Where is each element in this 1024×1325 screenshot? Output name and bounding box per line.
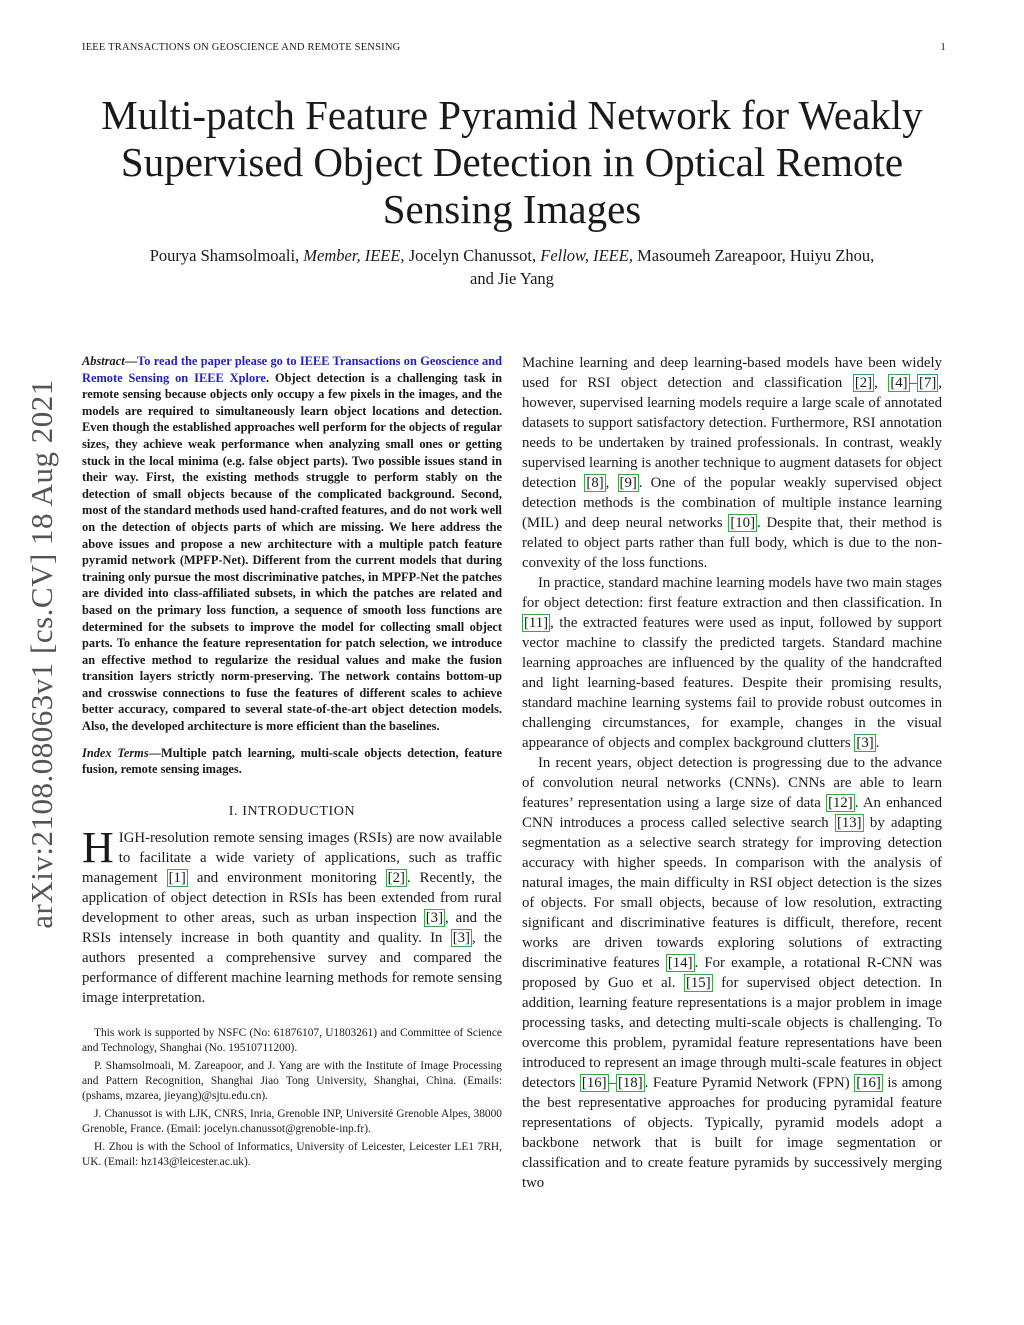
- body-text: .: [875, 735, 880, 751]
- body-text: , however, supervised learning models require a large scale of annotated datasets to support satisfactory detection. Furthermore, RSI annotation needs to be undertaken by trained professionals. In contrast, weakly supervised learning is another technique to augment datasets for object detection: [522, 375, 942, 491]
- index-terms-body: Multiple patch learning, multi-scale objects detection, feature fusion, remote sensing images.: [82, 745, 502, 777]
- body-text: , the extracted features were used as input, followed by support vector machine to classify the predicted targets. Standard machine learning approaches are influenced by the quality of the handcrafted and light learning-based features. Despite their promising results, standard machine learning systems fail to provide robust outcomes in challenging circumstances, for example, changes in the visual appearance of objects and complex background clutters: [522, 615, 942, 751]
- body-text: –: [909, 375, 918, 391]
- citation-link[interactable]: [9]: [619, 475, 637, 491]
- intro-paragraph: [82, 822, 502, 1008]
- section-heading: I. INTRODUCTION: [228, 803, 356, 819]
- body-paragraph: [522, 573, 942, 753]
- body-text: In recent years, object detection is progressing due to the advance of convolution neural networks (CNNs). CNNs are able to learn features’ representation using a large size of data: [522, 755, 942, 811]
- intro-text: , and the RSIs intensely increase in both quantity and quality. In: [82, 909, 502, 946]
- citation-link[interactable]: [2]: [854, 375, 873, 391]
- intro-text: IGH-resolution remote sensing images (RSIs) are now available to facilitate a wide variety of applications, such as traffic management: [82, 829, 502, 886]
- body-text: is among the best representative approaches for producing pyramidal feature representations of objects. Typically, pyramid models adopt a backbone network that is built for image segmentation or classification and to create feature pyramids by successively merging two: [522, 1075, 943, 1191]
- citation-link[interactable]: [4]: [890, 375, 908, 391]
- abstract: [82, 353, 502, 735]
- abstract-link[interactable]: To read the paper please go to IEEE Transactions on Geoscience and Remote Sensing on IEEE Xplore: [82, 354, 502, 385]
- body-text: –: [608, 1075, 616, 1091]
- citation-link[interactable]: [10]: [730, 515, 755, 531]
- footnote: P. Shamsolmoali, M. Zareapoor, and J. Yang are with the Institute of Image Processing and Pattern Recognition, Shanghai Jiao Tong University, Shanghai, China. (Emails: (pshams, mzarea, jieyang)@sjtu.edu.cn).: [82, 1059, 502, 1103]
- footnote: H. Zhou is with the School of Informatics, University of Leicester, Leicester LE1 7RH, UK. (Email: hz143@leicester.ac.uk).: [82, 1140, 502, 1169]
- author-names: Masoumeh Zareapoor, Huiyu Zhou,: [637, 246, 875, 265]
- author-role: Fellow, IEEE,: [540, 246, 633, 265]
- citation-link[interactable]: [3]: [856, 735, 874, 751]
- index-terms: [82, 745, 502, 778]
- body-text: . Feature Pyramid Network (FPN): [644, 1075, 855, 1091]
- body-text: . An enhanced CNN introduces a process called selective search: [522, 795, 942, 831]
- body-paragraph: [522, 753, 942, 1193]
- author-name-last: and Jie Yang: [470, 269, 554, 288]
- footnotes: [82, 1026, 502, 1171]
- citation-link[interactable]: [12]: [828, 795, 853, 811]
- body-paragraph: [522, 353, 942, 573]
- footnote: J. Chanussot is with LJK, CNRS, Inria, Grenoble INP, Université Grenoble Alpes, 38000 Grenoble, France. (Email: jocelyn.chanussot@grenoble-inp.fr).: [82, 1107, 502, 1136]
- citation-link[interactable]: [14]: [667, 955, 693, 971]
- citation-link[interactable]: [13]: [836, 815, 862, 831]
- citation-link[interactable]: [1]: [168, 869, 186, 886]
- abstract-dash: —: [124, 354, 138, 368]
- author-name: Jocelyn Chanussot,: [408, 246, 537, 265]
- intro-text: and environment monitoring: [187, 869, 386, 886]
- citation-link[interactable]: [3]: [452, 929, 470, 946]
- citation-link[interactable]: [15]: [685, 975, 711, 991]
- body-text: In practice, standard machine learning models have two main stages for object detection: first feature extraction and then classification. In: [522, 575, 942, 611]
- abstract-label: Abstract: [82, 354, 125, 368]
- index-terms-dash: —: [148, 745, 162, 760]
- citation-link[interactable]: [11]: [524, 615, 549, 631]
- body-text: for supervised object detection. In addition, learning feature representations is a major problem in image processing tasks, and detecting multi-scale objects is challenging. To overcome this problem, pyramidal feature representations have been introduced to represent an image through multi-scale features in object detectors: [522, 975, 942, 1091]
- citation-link[interactable]: [16]: [581, 1075, 607, 1091]
- body-text: . Despite that, their method is related to object parts rather than full body, which is due to the non-convexity of the loss functions.: [522, 515, 942, 571]
- body-text: ,: [874, 375, 889, 391]
- author-role: Member, IEEE,: [303, 246, 405, 265]
- drop-cap: H: [82, 822, 114, 872]
- author-list: [80, 244, 944, 290]
- body-text: Machine learning and deep learning-based models have been widely used for RSI object detection and classification: [522, 355, 942, 391]
- citation-link[interactable]: [7]: [919, 375, 937, 391]
- abstract-body: . Object detection is a challenging task in remote sensing because objects only occupy a few pixels in the images, and the models are required to simultaneously learn object locations and detection. Even though the established approaches well perform for the objects of regular sizes, they achieve weak performance when analyzing small ones or getting stuck in the local minima (e.g. false object parts). Two possible issues stand in their way. First, the existing methods struggle to perform stably on the detection of small objects because of the complicated background. Second, most of the standard methods used hand-crafted features, and do not work well on the detection of objects parts of which are missing. We here address the above issues and propose a new architecture with a multiple patch feature pyramid network (MPFP-Net). Different from the current models that during training only pursue the most discriminative patches, in MPFP-Net the patches are divided into class-affiliated subsets, in which the patches are related and based on the primary loss function, a sequence of smooth loss functions are determined for the subsets to improve the model for collecting small object parts. To enhance the feature representation for patch selection, we introduce an effective method to regularize the residual values and make the fusion transition layers strictly norm-preserving. The network contains bottom-up and crosswise connections to fuse the features of different scales to achieve better accuracy, compared to several state-of-the-art object detection models. Also, the developed architecture is more efficient than the baselines.: [82, 370, 502, 734]
- body-text: ,: [605, 475, 618, 491]
- paper-title: Multi-patch Feature Pyramid Network for Weakly Supervised Object Detection in Optical Remote Sensing Images: [101, 92, 923, 232]
- journal-name: IEEE TRANSACTIONS ON GEOSCIENCE AND REMOTE SENSING: [82, 42, 401, 53]
- author-name: Pourya Shamsolmoali,: [149, 246, 300, 265]
- citation-link[interactable]: [2]: [387, 869, 405, 886]
- citation-link[interactable]: [16]: [856, 1075, 881, 1091]
- footnote: This work is supported by NSFC (No: 61876107, U1803261) and Committee of Science and Technology, Shanghai (No. 19510711200).: [82, 1026, 502, 1055]
- body-text: by adapting segmentation as a selective search strategy for improving detection accuracy with higher speeds. In comparison with the analysis of natural images, the main difficulty in RSI object detection is the sizes of objects. For small objects, because of low resolution, extracting significant and discriminative features is difficult, therefore, recent works are driven towards exploring solutions of extracting discriminative features: [522, 815, 942, 971]
- body-text: . For example, a rotational R-CNN was proposed by Guo et al.: [522, 955, 942, 991]
- page-number: 1: [940, 42, 946, 53]
- left-column: [82, 353, 502, 1173]
- body-text: . One of the popular weakly supervised object detection methods is the combination of multiple instance learning (MIL) and deep neural networks: [522, 475, 942, 531]
- intro-text: , the authors presented a comprehensive survey and compared the performance of different machine learning methods for remote sensing image interpretation.: [82, 929, 502, 1006]
- citation-link[interactable]: [8]: [586, 475, 604, 491]
- right-column: [522, 353, 942, 1193]
- arxiv-identifier: arXiv:2108.08063v1 [cs.CV] 18 Aug 2021: [24, 379, 59, 929]
- intro-text: . Recently, the application of object detection in RSIs has been extended from rural development to other areas, such as urban inspection: [82, 869, 502, 926]
- citation-link[interactable]: [18]: [617, 1075, 643, 1091]
- citation-link[interactable]: [3]: [425, 909, 444, 926]
- index-terms-label: Index Terms: [82, 745, 149, 760]
